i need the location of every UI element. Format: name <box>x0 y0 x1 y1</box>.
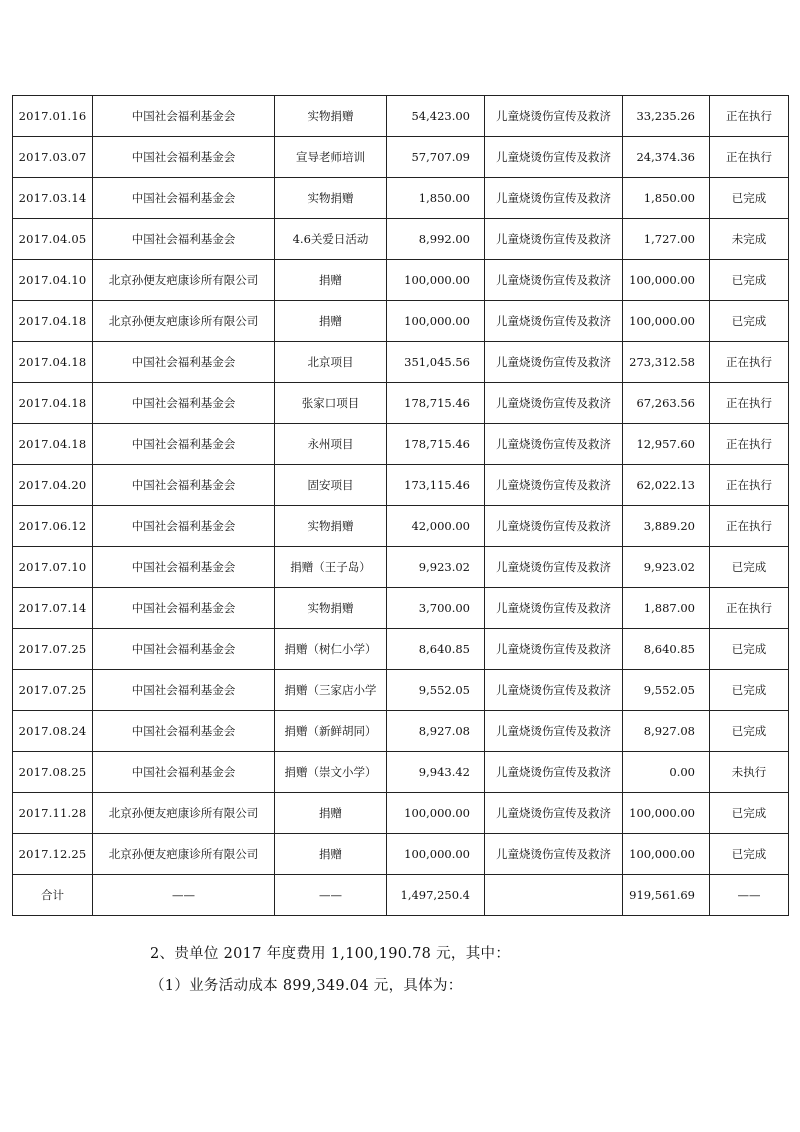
amount-cell: 9,923.02 <box>387 547 485 588</box>
date-cell: 2017.08.25 <box>13 752 93 793</box>
table-row <box>13 96 789 137</box>
executed-amount-cell: 62,022.13 <box>623 465 710 506</box>
amount-cell: 100,000.00 <box>387 793 485 834</box>
date-cell: 2017.07.25 <box>13 670 93 711</box>
total-organization-cell: —— <box>93 875 275 916</box>
amount-cell: 100,000.00 <box>387 260 485 301</box>
purpose-cell: 儿童烧烫伤宣传及救济 <box>485 178 623 219</box>
table-row <box>13 219 789 260</box>
executed-amount-cell: 1,850.00 <box>623 178 710 219</box>
project-cell: 捐赠（王子岛） <box>275 547 387 588</box>
organization-cell: 中国社会福利基金会 <box>93 137 275 178</box>
purpose-cell: 儿童烧烫伤宣传及救济 <box>485 588 623 629</box>
date-cell: 2017.04.18 <box>13 383 93 424</box>
organization-cell: 中国社会福利基金会 <box>93 711 275 752</box>
project-cell: 捐赠 <box>275 260 387 301</box>
date-cell: 2017.11.28 <box>13 793 93 834</box>
table-row <box>13 588 789 629</box>
amount-cell: 57,707.09 <box>387 137 485 178</box>
organization-cell: 中国社会福利基金会 <box>93 383 275 424</box>
date-cell: 2017.04.18 <box>13 301 93 342</box>
project-cell: 实物捐赠 <box>275 178 387 219</box>
amount-cell: 178,715.46 <box>387 424 485 465</box>
table-row <box>13 629 789 670</box>
status-cell: 已完成 <box>710 301 789 342</box>
date-cell: 2017.03.07 <box>13 137 93 178</box>
table-row <box>13 711 789 752</box>
amount-cell: 1,850.00 <box>387 178 485 219</box>
amount-cell: 8,992.00 <box>387 219 485 260</box>
project-cell: 捐赠（新鲜胡同） <box>275 711 387 752</box>
table-row <box>13 424 789 465</box>
purpose-cell: 儿童烧烫伤宣传及救济 <box>485 711 623 752</box>
executed-amount-cell: 8,640.85 <box>623 629 710 670</box>
executed-amount-cell: 24,374.36 <box>623 137 710 178</box>
organization-cell: 中国社会福利基金会 <box>93 178 275 219</box>
status-cell: 已完成 <box>710 178 789 219</box>
purpose-cell: 儿童烧烫伤宣传及救济 <box>485 301 623 342</box>
amount-cell: 9,943.42 <box>387 752 485 793</box>
organization-cell: 中国社会福利基金会 <box>93 547 275 588</box>
date-cell: 2017.07.10 <box>13 547 93 588</box>
project-cell: 4.6关爱日活动 <box>275 219 387 260</box>
status-cell: 正在执行 <box>710 424 789 465</box>
status-cell: 已完成 <box>710 711 789 752</box>
table-row <box>13 834 789 875</box>
purpose-cell: 儿童烧烫伤宣传及救济 <box>485 383 623 424</box>
purpose-cell: 儿童烧烫伤宣传及救济 <box>485 752 623 793</box>
status-cell: 正在执行 <box>710 342 789 383</box>
status-cell: 正在执行 <box>710 465 789 506</box>
ledger-body <box>13 96 789 916</box>
table-row <box>13 342 789 383</box>
organization-cell: 中国社会福利基金会 <box>93 506 275 547</box>
organization-cell: 中国社会福利基金会 <box>93 752 275 793</box>
status-cell: 已完成 <box>710 793 789 834</box>
organization-cell: 中国社会福利基金会 <box>93 629 275 670</box>
table-row <box>13 301 789 342</box>
executed-amount-cell: 100,000.00 <box>623 793 710 834</box>
project-cell: 张家口项目 <box>275 383 387 424</box>
table-row <box>13 670 789 711</box>
purpose-cell: 儿童烧烫伤宣传及救济 <box>485 96 623 137</box>
amount-cell: 100,000.00 <box>387 834 485 875</box>
organization-cell: 北京孙便友疤康诊所有限公司 <box>93 260 275 301</box>
status-cell: 已完成 <box>710 670 789 711</box>
organization-cell: 中国社会福利基金会 <box>93 96 275 137</box>
executed-amount-cell: 273,312.58 <box>623 342 710 383</box>
total-project-cell: —— <box>275 875 387 916</box>
status-cell: 未完成 <box>710 219 789 260</box>
organization-cell: 中国社会福利基金会 <box>93 219 275 260</box>
date-cell: 2017.01.16 <box>13 96 93 137</box>
status-cell: 已完成 <box>710 629 789 670</box>
purpose-cell: 儿童烧烫伤宣传及救济 <box>485 137 623 178</box>
status-cell: 正在执行 <box>710 137 789 178</box>
status-cell: 未执行 <box>710 752 789 793</box>
table-row <box>13 383 789 424</box>
table-row <box>13 752 789 793</box>
executed-amount-cell: 67,263.56 <box>623 383 710 424</box>
project-cell: 捐赠 <box>275 793 387 834</box>
executed-amount-cell: 100,000.00 <box>623 834 710 875</box>
total-status-cell: —— <box>710 875 789 916</box>
organization-cell: 北京孙便友疤康诊所有限公司 <box>93 834 275 875</box>
organization-cell: 北京孙便友疤康诊所有限公司 <box>93 793 275 834</box>
date-cell: 2017.04.10 <box>13 260 93 301</box>
organization-cell: 中国社会福利基金会 <box>93 342 275 383</box>
organization-cell: 中国社会福利基金会 <box>93 465 275 506</box>
status-cell: 正在执行 <box>710 506 789 547</box>
amount-cell: 54,423.00 <box>387 96 485 137</box>
purpose-cell: 儿童烧烫伤宣传及救济 <box>485 465 623 506</box>
date-cell: 2017.12.25 <box>13 834 93 875</box>
project-cell: 实物捐赠 <box>275 506 387 547</box>
table-row <box>13 793 789 834</box>
purpose-cell: 儿童烧烫伤宣传及救济 <box>485 547 623 588</box>
executed-amount-cell: 0.00 <box>623 752 710 793</box>
purpose-cell: 儿童烧烫伤宣传及救济 <box>485 424 623 465</box>
organization-cell: 中国社会福利基金会 <box>93 424 275 465</box>
executed-amount-cell: 8,927.08 <box>623 711 710 752</box>
total-purpose-cell <box>485 875 623 916</box>
project-cell: 永州项目 <box>275 424 387 465</box>
purpose-cell: 儿童烧烫伤宣传及救济 <box>485 260 623 301</box>
executed-amount-cell: 100,000.00 <box>623 301 710 342</box>
table-row <box>13 506 789 547</box>
total-amount-cell: 1,497,250.4 <box>387 875 485 916</box>
amount-cell: 100,000.00 <box>387 301 485 342</box>
purpose-cell: 儿童烧烫伤宣传及救济 <box>485 670 623 711</box>
amount-cell: 9,552.05 <box>387 670 485 711</box>
table-row <box>13 260 789 301</box>
date-cell: 2017.06.12 <box>13 506 93 547</box>
executed-amount-cell: 12,957.60 <box>623 424 710 465</box>
total-row <box>13 875 789 916</box>
project-cell: 捐赠 <box>275 834 387 875</box>
date-cell: 2017.07.14 <box>13 588 93 629</box>
date-cell: 2017.08.24 <box>13 711 93 752</box>
total-executed-cell: 919,561.69 <box>623 875 710 916</box>
table-row <box>13 137 789 178</box>
activity-cost-paragraph: （1）业务活动成本 899,349.04 元，具体为： <box>150 978 463 994</box>
total-label-cell: 合计 <box>13 875 93 916</box>
executed-amount-cell: 9,552.05 <box>623 670 710 711</box>
executed-amount-cell: 1,887.00 <box>623 588 710 629</box>
organization-cell: 中国社会福利基金会 <box>93 588 275 629</box>
project-cell: 捐赠（崇文小学） <box>275 752 387 793</box>
project-cell: 捐赠 <box>275 301 387 342</box>
executed-amount-cell: 3,889.20 <box>623 506 710 547</box>
amount-cell: 8,640.85 <box>387 629 485 670</box>
donation-ledger-table <box>12 95 789 916</box>
amount-cell: 351,045.56 <box>387 342 485 383</box>
amount-cell: 3,700.00 <box>387 588 485 629</box>
purpose-cell: 儿童烧烫伤宣传及救济 <box>485 793 623 834</box>
project-cell: 固安项目 <box>275 465 387 506</box>
date-cell: 2017.04.18 <box>13 342 93 383</box>
status-cell: 正在执行 <box>710 96 789 137</box>
organization-cell: 北京孙便友疤康诊所有限公司 <box>93 301 275 342</box>
executed-amount-cell: 33,235.26 <box>623 96 710 137</box>
executed-amount-cell: 1,727.00 <box>623 219 710 260</box>
purpose-cell: 儿童烧烫伤宣传及救济 <box>485 629 623 670</box>
amount-cell: 173,115.46 <box>387 465 485 506</box>
status-cell: 已完成 <box>710 547 789 588</box>
date-cell: 2017.04.20 <box>13 465 93 506</box>
project-cell: 实物捐赠 <box>275 96 387 137</box>
project-cell: 捐赠（三家店小学 <box>275 670 387 711</box>
table-row <box>13 547 789 588</box>
status-cell: 正在执行 <box>710 588 789 629</box>
status-cell: 已完成 <box>710 834 789 875</box>
date-cell: 2017.04.18 <box>13 424 93 465</box>
executed-amount-cell: 9,923.02 <box>623 547 710 588</box>
date-cell: 2017.07.25 <box>13 629 93 670</box>
amount-cell: 8,927.08 <box>387 711 485 752</box>
project-cell: 捐赠（树仁小学） <box>275 629 387 670</box>
amount-cell: 178,715.46 <box>387 383 485 424</box>
date-cell: 2017.04.05 <box>13 219 93 260</box>
project-cell: 北京项目 <box>275 342 387 383</box>
status-cell: 正在执行 <box>710 383 789 424</box>
purpose-cell: 儿童烧烫伤宣传及救济 <box>485 834 623 875</box>
organization-cell: 中国社会福利基金会 <box>93 670 275 711</box>
project-cell: 宣导老师培训 <box>275 137 387 178</box>
purpose-cell: 儿童烧烫伤宣传及救济 <box>485 342 623 383</box>
purpose-cell: 儿童烧烫伤宣传及救济 <box>485 219 623 260</box>
status-cell: 已完成 <box>710 260 789 301</box>
table-row <box>13 465 789 506</box>
project-cell: 实物捐赠 <box>275 588 387 629</box>
purpose-cell: 儿童烧烫伤宣传及救济 <box>485 506 623 547</box>
amount-cell: 42,000.00 <box>387 506 485 547</box>
executed-amount-cell: 100,000.00 <box>623 260 710 301</box>
date-cell: 2017.03.14 <box>13 178 93 219</box>
table-row <box>13 178 789 219</box>
expense-summary-paragraph: 2、贵单位 2017 年度费用 1,100,190.78 元，其中： <box>150 946 511 962</box>
